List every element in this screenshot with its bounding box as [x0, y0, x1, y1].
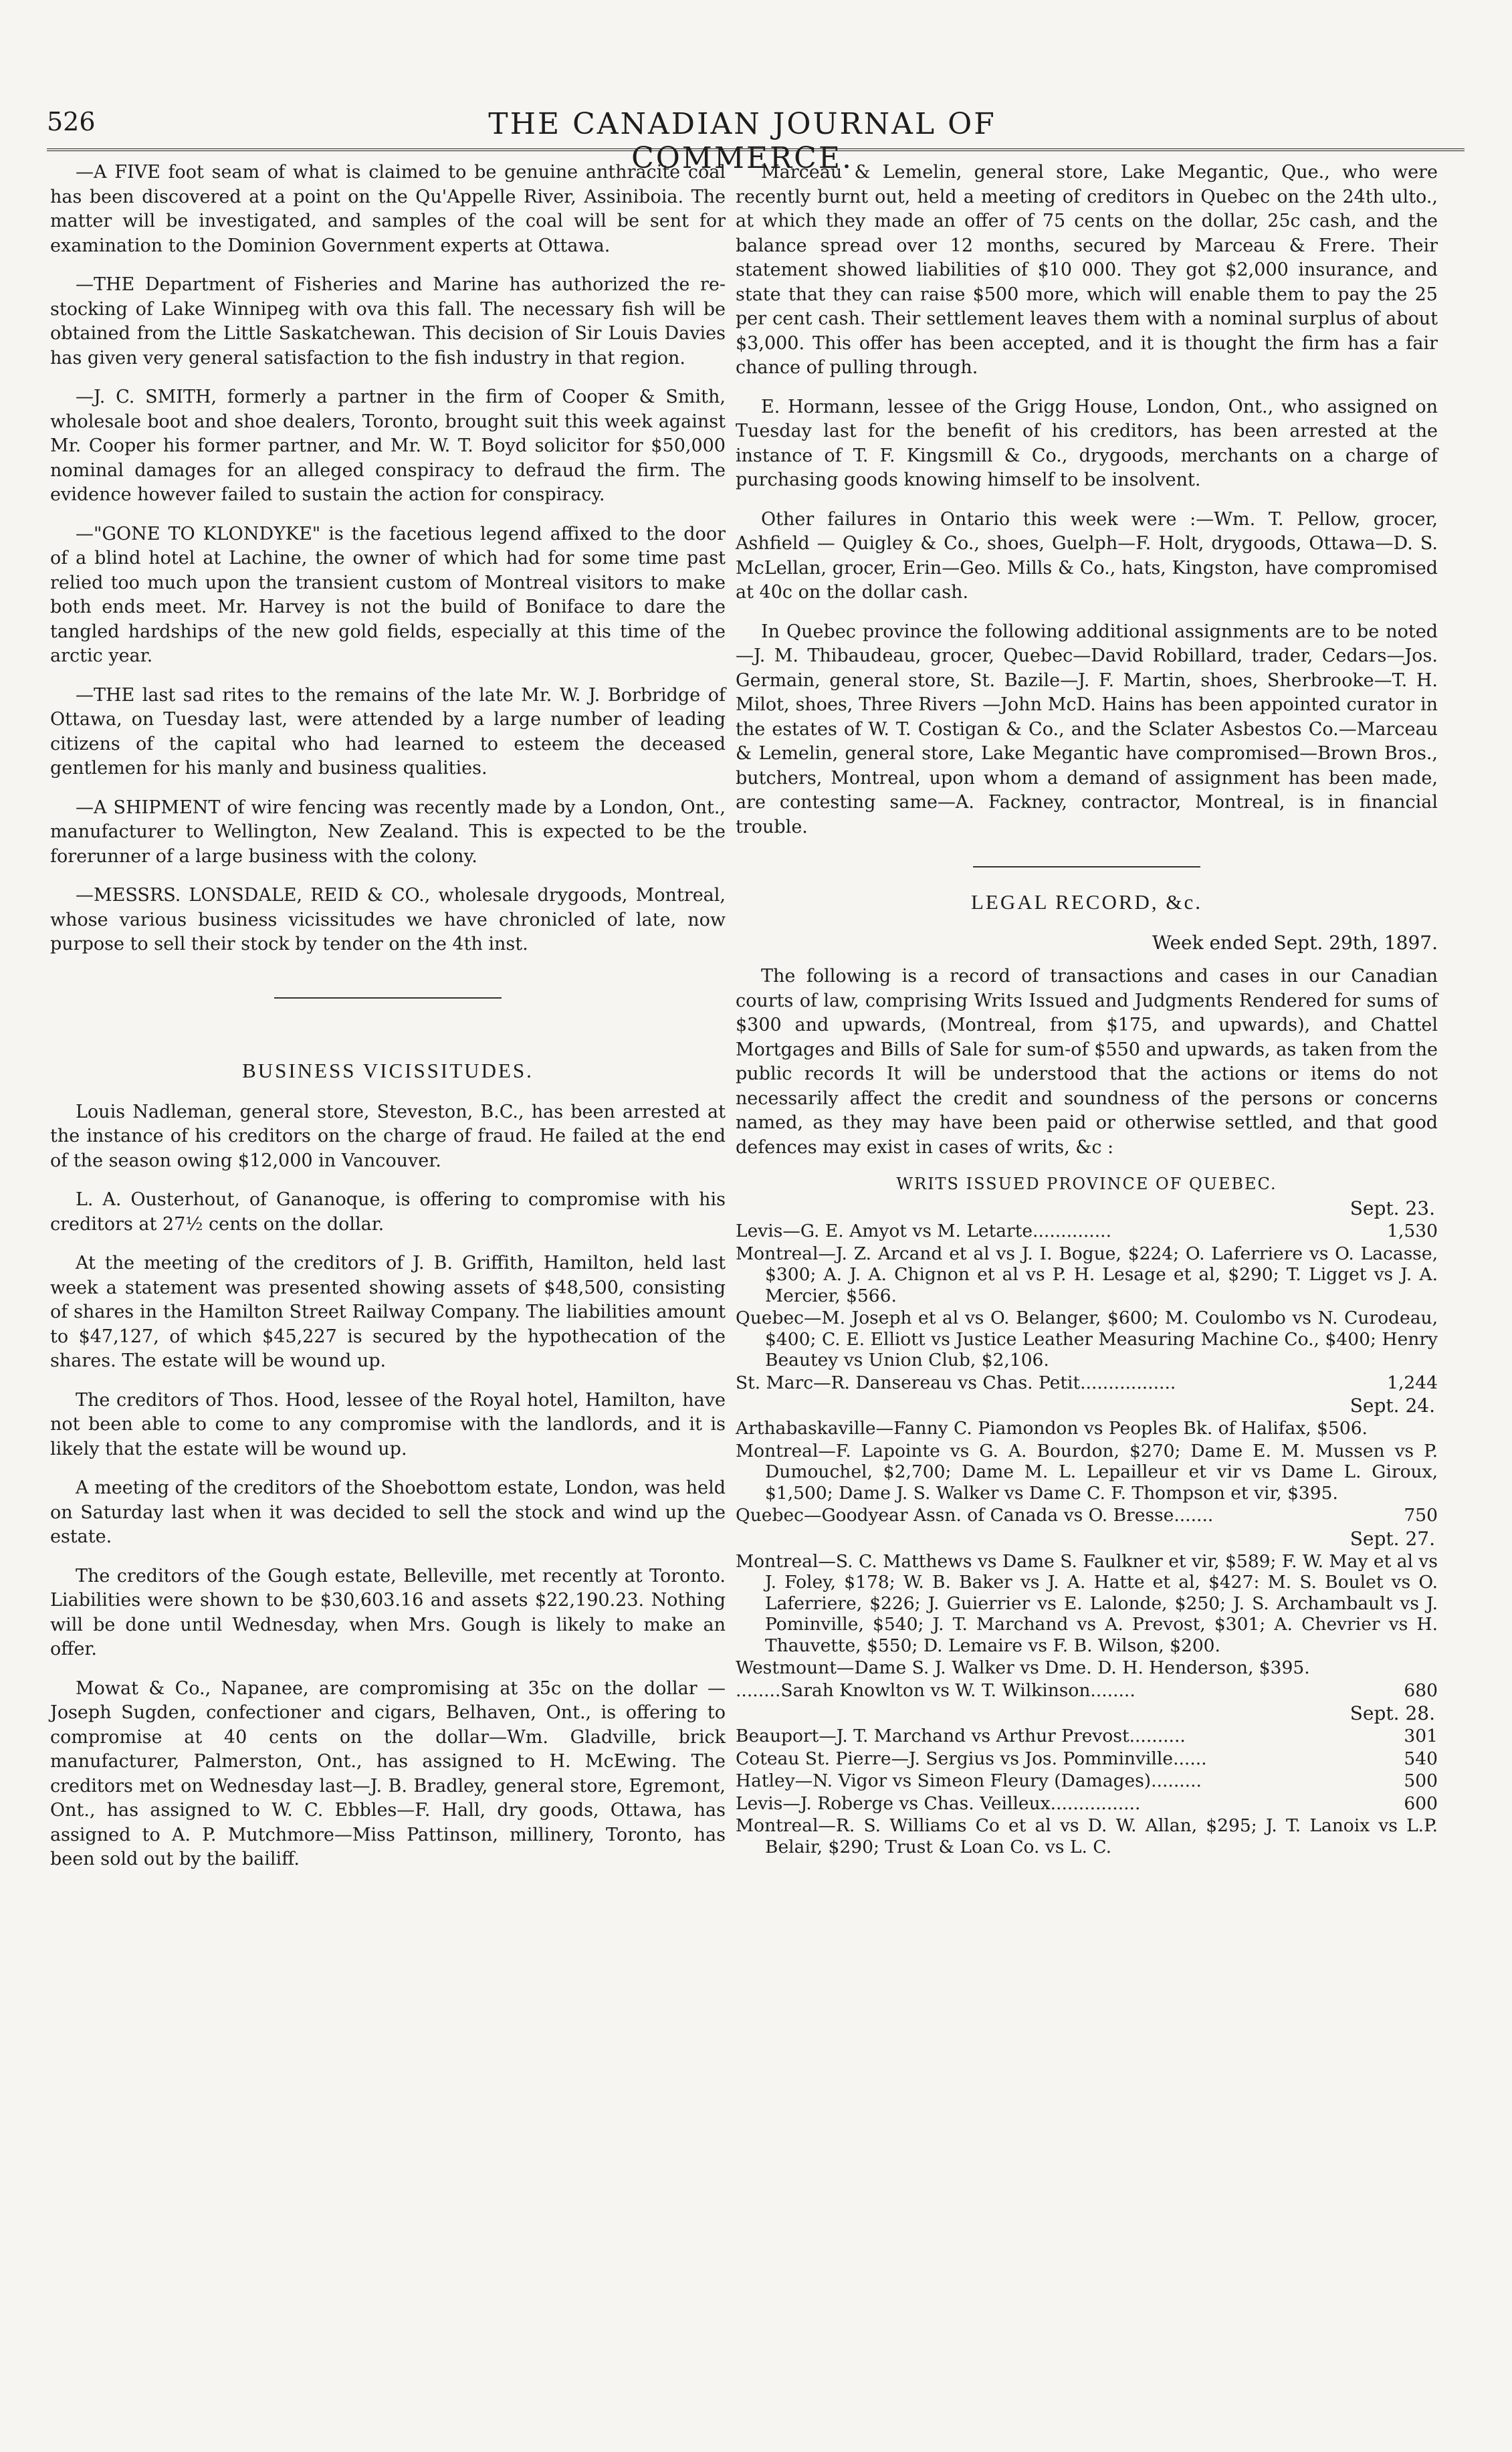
writ-text: Levis—J. Roberge vs Chas. Veilleux................	[736, 1793, 1141, 1814]
news-item: —"GONE TO KLONDYKE" is the facetious legend affixed to the door of a blind hotel at Lachine, the owner of which had for some time past relied too much upon the transient custom of Montreal visitors to make both ends meet. Mr. Harvey is not the build of Boniface to dare the tangled hardships of the new gold fields, especially at this time of the arctic year.	[50, 523, 726, 666]
section-divider	[973, 866, 1200, 867]
writ-entry	[736, 1726, 1438, 1747]
writ-text: Levis—G. E. Amyot vs M. Letarte..............	[736, 1221, 1111, 1241]
news-item: —MESSRS. LONSDALE, REID & CO., wholesale drygoods, Montreal, whose various business vicissitudes we have chronicled of late, now purpose to sell their stock by tender on the 4th inst.	[50, 885, 726, 954]
writ-text: Arthabaskaville—Fanny C. Piamondon vs Peoples Bk. of Halifax, $506.	[736, 1418, 1368, 1439]
week-ended: Week ended Sept. 29th, 1897.	[1152, 932, 1438, 954]
writ-text: ........Sarah Knowlton vs W. T. Wilkinson........	[736, 1679, 1136, 1701]
vicissitude-item: The creditors of Thos. Hood, lessee of the Royal hotel, Hamilton, have not been able to come to any compromise with the landlords, and it is likely that the estate will be wound up.	[50, 1389, 726, 1459]
writ-text: Westmount—Dame S. J. Walker vs Dme. D. H. Henderson, $395.	[736, 1657, 1310, 1678]
writ-entry	[736, 1748, 1438, 1770]
section-divider	[274, 997, 502, 999]
writ-text: Hatley—N. Vigor vs Simeon Fleury (Damages).........	[736, 1770, 1202, 1791]
vicissitude-item: The creditors of the Gough estate, Belleville, met recently at Toronto. Liabilities were shown to be $30,603.16 and assets $22,190.23. Nothing will be done until Wednesday, when Mrs. Gough is likely to make an offer.	[50, 1565, 726, 1659]
page-number: 526	[47, 107, 96, 136]
vicissitude-item: Louis Nadleman, general store, Steveston, B.C., has been arrested at the instance of his creditors on the charge of fraud. He failed at the end of the season owing $12,000 in Vancouver.	[50, 1101, 726, 1171]
writ-amount: 540	[1404, 1748, 1438, 1769]
writ-amount: 1,244	[1387, 1372, 1438, 1393]
vicissitude-item: L. A. Ousterhout, of Gananoque, is offering to compromise with his creditors at 27½ cents on the dollar.	[50, 1189, 726, 1235]
failure-item: Marceau & Lemelin, general store, Lake Megantic, Que., who were recently burnt out, held a meeting of creditors in Quebec on the 24th ulto., at which they made an offer of 75 cents on the dollar, 25c cash, and the balance spread over 12 months, secured by Marceau & Frere. Their statement showed liabilities of $10 000. They got $2,000 insurance, and state that they can raise $500 more, which will enable them to pay the 25 per cent cash. Their settlement leaves them with a nominal surplus of about $3,000. This offer has been accepted, and it is thought the firm has a fair chance of pulling through.	[736, 162, 1438, 378]
writ-entry	[736, 1505, 1438, 1526]
vicissitude-item: At the meeting of the creditors of J. B. Griffith, Hamilton, held last week a statement was presented showing assets of $48,500, consisting of shares in the Hamilton Street Railway Company. The liabilities amount to $47,127, of which $45,227 is secured by the hypothecation of the shares. The estate will be wound up.	[50, 1253, 726, 1371]
writ-entry	[736, 1793, 1438, 1815]
business-vicissitudes-title: BUSINESS VICISSITUDES.	[242, 1058, 534, 1082]
writ-amount: 680	[1404, 1679, 1438, 1701]
writs-heading: WRITS ISSUED PROVINCE OF QUEBEC.	[896, 1174, 1277, 1193]
writ-amount: 600	[1404, 1793, 1438, 1814]
news-item: —THE last sad rites to the remains of the late Mr. W. J. Borbridge of Ottawa, on Tuesday last, were attended by a large number of leading citizens of the capital who had learned to esteem the deceased gentlemen for his manly and business qualities.	[50, 684, 726, 779]
legal-record-title: LEGAL RECORD, &c.	[970, 890, 1203, 914]
writ-entry	[736, 1418, 1438, 1439]
news-item: —A FIVE foot seam of what is claimed to be genuine anthracite coal has been discovered at a point on the Qu'Appelle River, Assiniboia. The matter will be investigated, and samples of the coal will be sent for examination to the Dominion Government experts at Ottawa.	[50, 162, 726, 256]
writ-amount: 750	[1404, 1505, 1438, 1526]
writ-entry	[736, 1243, 1438, 1307]
writ-entry	[736, 1815, 1438, 1857]
writ-entry	[736, 1441, 1438, 1504]
failure-item: E. Hormann, lessee of the Grigg House, London, Ont., who assigned on Tuesday last for the benefit of his creditors, has been arrested at the instance of T. F. Kingsmill & Co., drygoods, merchants on a charge of purchasing goods knowing himself to be insolvent.	[736, 396, 1438, 490]
writ-entry	[736, 1770, 1438, 1792]
writ-text: Montreal—F. Lapointe vs G. A. Bourdon, $270; Dame E. M. Mussen vs P. Dumouchel, $2,700; Dame M. L. Lepailleur et vir vs Dame L. Giroux, $1,500; Dame J. S. Walker vs Dame C. F. Thompson et vir, $395.	[736, 1440, 1438, 1504]
writ-entry	[736, 1221, 1438, 1242]
writ-text: Quebec—Goodyear Assn. of Canada vs O. Bresse.......	[736, 1505, 1214, 1526]
writ-text: Montreal—S. C. Matthews vs Dame S. Faulkner et vir, $589; F. W. May et al vs J. Foley, $178; W. B. Baker vs J. A. Hatte et al, $427: M. S. Boulet vs O. Laferriere, $226; J. Guierrier vs E. Lalonde, $250; J. S. Archambault vs J. Pominville, $540; J. T. Marchand vs A. Prevost, $301; A. Chevrier vs H. Thauvette, $550; D. Lemaire vs F. B. Wilson, $200.	[736, 1550, 1438, 1656]
left-column	[50, 161, 726, 1887]
failure-item: Other failures in Ontario this week were :—Wm. T. Pellow, grocer, Ashfield — Quigley & Co., shoes, Guelph—F. Holt, drygoods, Ottawa—D. S. McLellan, grocer, Erin—Geo. Mills & Co., hats, Kingston, have compromised at 40c on the dollar cash.	[736, 508, 1438, 603]
date-heading: Sept. 23.	[1349, 1197, 1435, 1219]
writ-entry	[736, 1680, 1438, 1702]
right-column	[736, 161, 1438, 1859]
writ-text: Montreal—J. Z. Arcand et al vs J. I. Bogue, $224; O. Laferriere vs O. Lacasse, $300; A. J. A. Chignon et al vs P. H. Lesage et al, $290; T. Ligget vs J. A. Mercier, $566.	[736, 1243, 1438, 1306]
running-title: THE CANADIAN JOURNAL OF COMMERCE.	[488, 107, 996, 175]
date-heading: Sept. 27.	[1349, 1527, 1435, 1550]
news-item: —A SHIPMENT of wire fencing was recently made by a London, Ont., manufacturer to Wellington, New Zealand. This is expected to be the forerunner of a large business with the colony.	[50, 797, 726, 867]
date-heading: Sept. 28.	[1349, 1702, 1435, 1724]
news-item: —THE Department of Fisheries and Marine has authorized the re-stocking of Lake Winnipeg with ova this fall. The necessary fish will be obtained from the Little Saskatchewan. This decision of Sir Louis Davies has given very general satisfaction to the fish industry in that region.	[50, 274, 726, 369]
legal-intro: The following is a record of transactions and cases in our Canadian courts of law, comprising Writs Issued and Judgments Rendered for sums of $300 and upwards, (Montreal, from $175, and upwards), and Chattel Mortgages and Bills of Sale for sum-of $550 and upwards, as taken from the public records It will be understood that the actions or items do not necessarily affect the credit and soundness of the persons or concerns named, as they may have been paid or otherwise settled, and that good defences may exist in cases of writs, &c :	[736, 966, 1438, 1158]
writ-text: Coteau St. Pierre—J. Sergius vs Jos. Pomminville......	[736, 1748, 1207, 1769]
writ-entry	[736, 1308, 1438, 1371]
date-heading: Sept. 24.	[1349, 1395, 1435, 1417]
header-rule	[47, 148, 1465, 151]
writ-text: Quebec—M. Joseph et al vs O. Belanger, $600; M. Coulombo vs N. Curodeau, $400; C. E. Elliott vs Justice Leather Measuring Machine Co., $400; Henry Beautey vs Union Club, $2,106.	[736, 1308, 1438, 1370]
writ-amount: 301	[1404, 1726, 1438, 1746]
writ-entry	[736, 1551, 1438, 1657]
vicissitude-item: Mowat & Co., Napanee, are compromising at 35c on the dollar —Joseph Sugden, confectioner and cigars, Belhaven, Ont., is offering to compromise at 40 cents on the dollar—Wm. Gladville, brick manufacturer, Palmerston, Ont., has assigned to H. McEwing. The creditors met on Wednesday last—J. B. Bradley, general store, Egremont, Ont., has assigned to W. C. Ebbles—F. Hall, dry goods, Ottawa, has assigned to A. P. Mutchmore—Miss Pattinson, millinery, Toronto, has been sold out by the bailiff.	[50, 1677, 726, 1869]
writ-entry	[736, 1657, 1438, 1679]
writ-text: Montreal—R. S. Williams Co et al vs D. W. Allan, $295; J. T. Lanoix vs L.P. Belair, $290; Trust & Loan Co. vs L. C.	[736, 1815, 1438, 1857]
writ-entry	[736, 1372, 1438, 1394]
vicissitude-item: A meeting of the creditors of the Shoebottom estate, London, was held on Saturday last when it was decided to sell the stock and wind up the estate.	[50, 1477, 726, 1547]
failure-item: In Quebec province the following additional assignments are to be noted—J. M. Thibaudeau, grocer, Quebec—David Robillard, trader, Cedars—Jos. Germain, general store, St. Bazile—J. F. Martin, shoes, Sherbrooke—T. H. Milot, shoes, Three Rivers —John McD. Hains has been appointed curator in the estates of W. T. Costigan & Co., and the Sclater Asbestos Co.—Marceau & Lemelin, general store, Lake Megantic have compromised—Brown Bros., butchers, Montreal, upon whom a demand of assignment has been made, are contesting same—A. Fackney, contractor, Montreal, is in financial trouble.	[736, 621, 1438, 837]
writ-text: Beauport—J. T. Marchand vs Arthur Prevost..........	[736, 1726, 1186, 1746]
writ-amount: 1,530	[1387, 1221, 1438, 1241]
writ-amount: 500	[1404, 1770, 1438, 1791]
writ-text: St. Marc—R. Dansereau vs Chas. Petit.................	[736, 1372, 1176, 1393]
news-item: —J. C. SMITH, formerly a partner in the firm of Cooper & Smith, wholesale boot and shoe dealers, Toronto, brought suit this week against Mr. Cooper his former partner, and Mr. W. T. Boyd solicitor for $50,000 nominal damages for an alleged conspiracy to defraud the firm. The evidence however failed to sustain the action for conspiracy.	[50, 387, 726, 505]
